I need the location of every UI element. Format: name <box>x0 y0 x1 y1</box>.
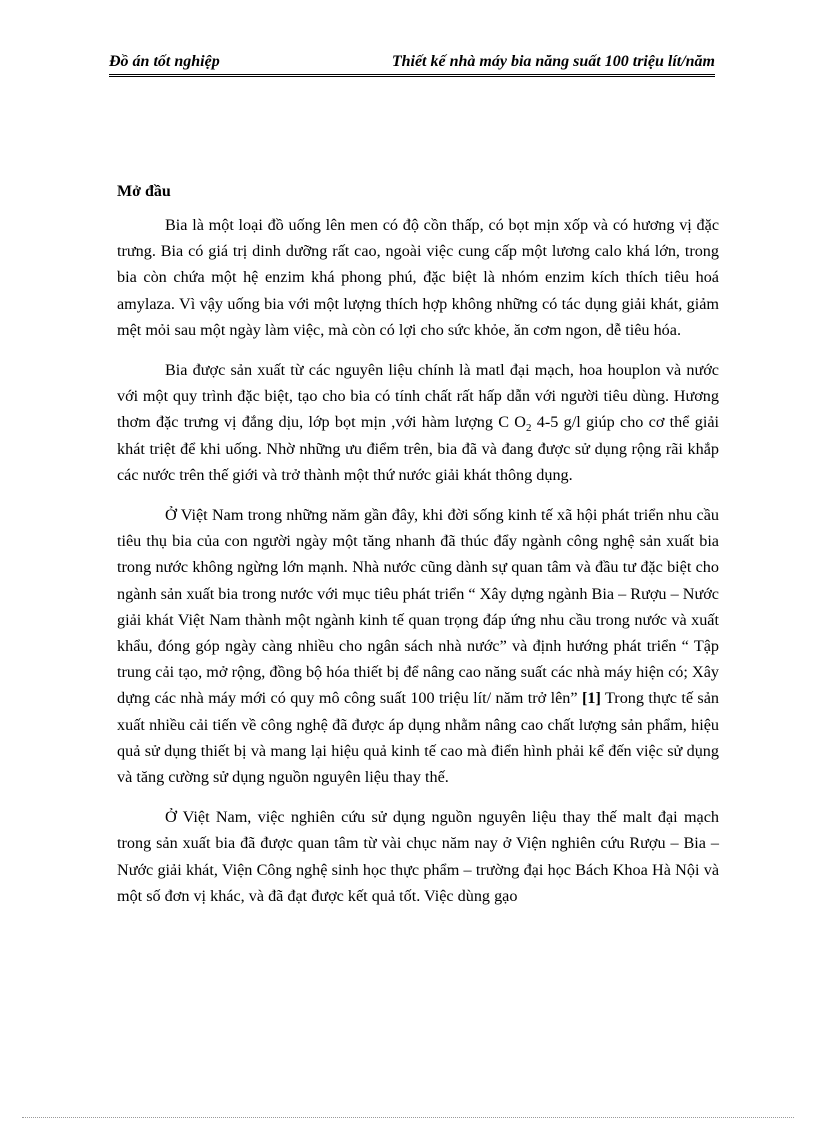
body-text <box>117 212 719 923</box>
citation-ref: [1] <box>582 689 601 708</box>
paragraph-2 <box>117 357 719 488</box>
header-right-title: Thiết kế nhà máy bia năng suất 100 triệu lít/năm <box>391 53 715 70</box>
subscript-2: 2 <box>525 422 532 435</box>
page-header <box>109 52 715 77</box>
paragraph-3-part-1: Ở Việt Nam trong những năm gần đây, khi đời sống kinh tế xã hội phát triển nhu cầu tiêu thụ bia của con người ngày một tăng nhanh đã thúc đẩy ngành công nghệ sản xuất bia trong nước không ngừng lớn mạnh. Nhà nước cũng dành sự quan tâm và đầu tư đặc biệt cho ngành sản xuất bia trong nước với mục tiêu phát triển “ Xây dựng ngành Bia – Rượu – Nước giải khát Việt Nam thành một ngành kinh tế quan trọng đáp ứng nhu cầu trong nước và xuất khẩu, đóng góp ngày càng nhiều cho ngân sách nhà nước” và định hướng phát triển “ Tập trung cải tạo, mở rộng, đồng bộ hóa thiết bị để nâng cao năng suất các nhà máy hiện có; Xây dựng các nhà máy mới có quy mô công suất 100 triệu lít/ năm trở lên” <box>117 506 719 708</box>
paragraph-2-part-1: Bia được sản xuất từ các nguyên liệu chính là matl đại mạch, hoa houplon và nước với một quy trình đặc biệt, tạo cho bia có tính chất rất hấp dẫn với người tiêu dùng. Hương thơm đặc trưng vị đắng dịu, lớp bọt mịn ,với hàm lượng C O <box>117 361 719 432</box>
paragraph-3-part-2: Trong thực tế sản xuất nhiều cải tiến về công nghệ đã được áp dụng nhằm nâng cao chất lượng sản phẩm, hiệu quả sử dụng thiết bị và mang lại hiệu quả kinh tế cao mà điển hình phải kể đến việc sử dụng và tăng cường sử dụng nguồn nguyên liệu thay thế. <box>117 689 720 787</box>
section-title: Mở đầu <box>117 183 171 200</box>
paragraph-2-part-2: 4-5 g/l giúp cho cơ thể giải khát triệt để khi uống. Nhờ những ưu điểm trên, bia đã và đang được sử dụng rộng rãi khắp các nước trên thế giới và trở thành một thứ nước giải khát thông dụng. <box>117 413 719 484</box>
footer-divider <box>22 1117 794 1118</box>
paragraph-4: Ở Việt Nam, việc nghiên cứu sử dụng nguồn nguyên liệu thay thế malt đại mạch trong sản xuất bia đã được quan tâm từ vài chục năm nay ở Viện nghiên cứu Rượu – Bia – Nước giải khát, Viện Công nghệ sinh học thực phẩm – trường đại học Bách Khoa Hà Nội và một số đơn vị khác, và đã đạt được kết quả tốt. Việc dùng gạo <box>117 808 719 905</box>
paragraph-1: Bia là một loại đồ uống lên men có độ cồn thấp, có bọt mịn xốp và có hương vị đặc trưng. Bia có giá trị dinh dưỡng rất cao, ngoài việc cung cấp một lương calo khá lớn, trong bia còn chứa một hệ enzim khá phong phú, đặc biệt là nhóm enzim kích thích tiêu hoá amylaza. Vì vậy uống bia với một lượng thích hợp không những có tác dụng giải khát, giảm mệt mỏi sau một ngày làm việc, mà còn có lợi cho sức khỏe, ăn cơm ngon, dễ tiêu hóa. <box>117 216 719 339</box>
header-left-title: Đồ án tốt nghiệp <box>109 53 220 70</box>
paragraph-3 <box>117 502 719 790</box>
